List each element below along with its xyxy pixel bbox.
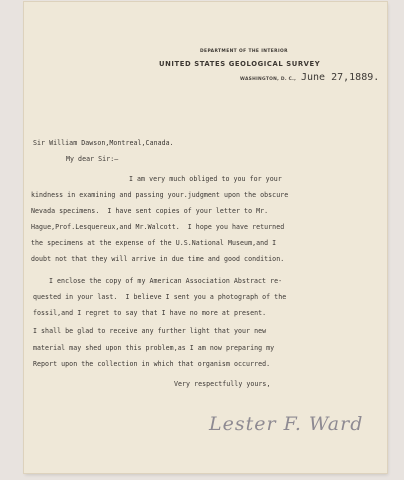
body-line: Nevada specimens. I have sent copies of your letter to Mr. [31, 207, 269, 215]
agency-heading: UNITED STATES GEOLOGICAL SURVEY [159, 60, 321, 68]
body-line: I enclose the copy of my American Association Abstract re- [49, 277, 283, 285]
body-line: material may shed upon this problem,as I am now preparing my [33, 344, 275, 352]
letter-sheet [24, 2, 387, 473]
letter-date: June 27,1889. [301, 72, 380, 83]
body-line: doubt not that they will arrive in due time and good condition. [31, 255, 285, 263]
body-line: Hague,Prof.Lesquereux,and Mr.Walcott. I hope you have returned [31, 223, 285, 231]
signature: Lester F. Ward [209, 413, 364, 435]
department-heading: DEPARTMENT OF THE INTERIOR [200, 49, 288, 54]
body-line: quested in your last. I believe I sent you a photograph of the [33, 293, 287, 301]
closing: Very respectfully yours, [174, 380, 271, 388]
body-line: I am very much obliged to you for your [129, 175, 282, 183]
addressee: Sir William Dawson,Montreal,Canada. [33, 139, 174, 147]
body-line: fossil,and I regret to say that I have no more at present. [33, 309, 267, 317]
city-line: WASHINGTON, D. C., [240, 77, 297, 82]
body-line: kindness in examining and passing your.judgment upon the obscure [31, 191, 289, 199]
body-line: I shall be glad to receive any further light that your new [33, 327, 267, 335]
body-line: the specimens at the expense of the U.S.National Museum,and I [31, 239, 277, 247]
salutation: My dear Sir:— [66, 155, 119, 163]
body-line: Report upon the collection in which that organism occurred. [33, 360, 271, 368]
